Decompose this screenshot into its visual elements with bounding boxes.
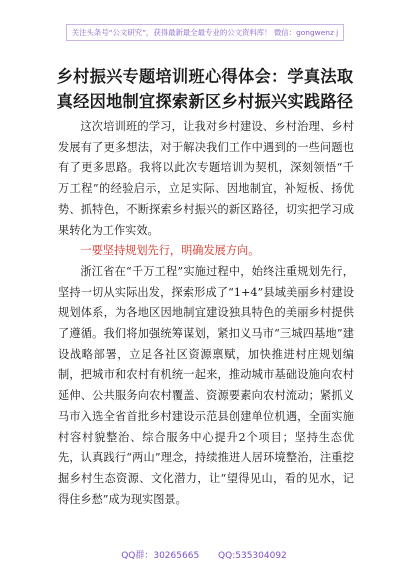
intro-paragraph: 这次培训班的学习，让我对乡村建设、乡村治理、乡村发展有了更多想法，对于解决我们工作中遇到的一些问题也有了更多思路。我将以此次专题培训为契机，深刻领悟“千万工程”的经验启示，立足实际、因地制宜，补短板、扬优势、抓特色，不断探索乡村振兴的新区路径，切实把学习成果转化为工作实效。 <box>58 120 354 237</box>
document-title <box>40 64 370 114</box>
title-line-1: 乡村振兴专题培训班心得体会：学真法取 <box>56 67 354 86</box>
title-line-2: 真经因地制宜探索新区乡村振兴实践路径 <box>56 92 354 111</box>
contact-footer <box>0 548 408 561</box>
document-body <box>58 117 354 510</box>
qq-group-text: QQ群：30265665 <box>121 551 200 561</box>
promo-banner: 关注头条号“公文研究”，获得最新最全最专业的公文资料库！ 微信：gongwenz j <box>66 24 344 41</box>
section-heading: 一要坚持规划先行，明确发展方向。 <box>80 244 260 258</box>
section-paragraph: 浙江省在“千万工程”实施过程中，始终注重规划先行，坚持一切从实际出发，探索形成了“1+4”县域美丽乡村建设规划体系，为各地区因地制宜建设独具特色的美丽乡村提供了遵循。我们将加强统筹谋划，紧扣义马市“三城四基地”建设战略部署，立足各社区资源禀赋，加快推进村庄规划编制，把城市和农村有机统一起来，推动城市基础设施向农村延伸、公共服务向农村覆盖、资源要素向农村流动；紧抓义马市入选全省首批乡村建设示范县创建单位机遇，全面实施村容村貌整治、综合服务中心提升2个项目；坚持生态优先，认真践行“两山”理念，持续推进人居环境整治，注重挖掘乡村生态资源、文化潜力，让“望得见山，看的见水，记得住乡愁”成为现实图景。 <box>58 264 354 506</box>
qq-number-text: QQ:535304092 <box>218 551 287 561</box>
